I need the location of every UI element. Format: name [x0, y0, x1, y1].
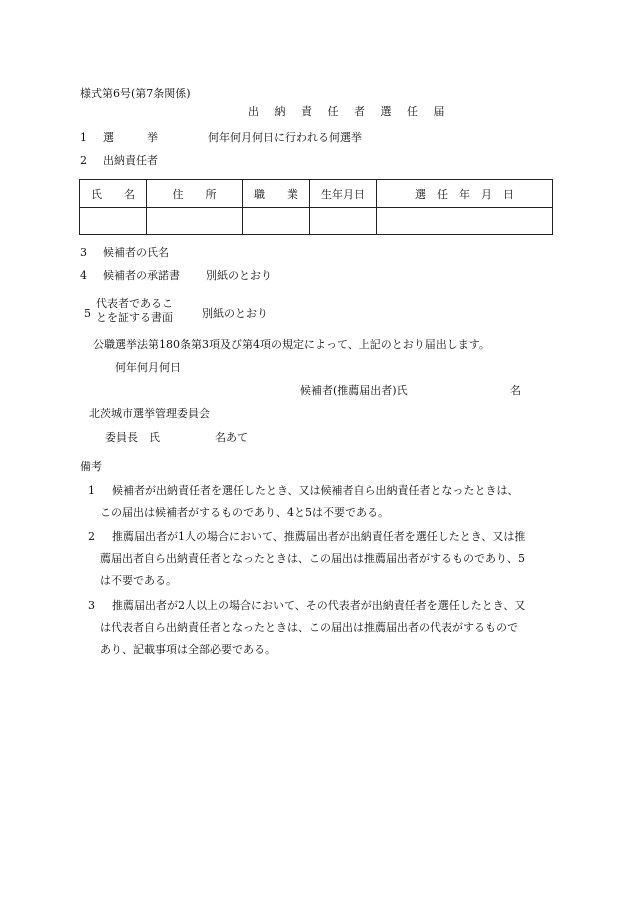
header-address: 住 所	[147, 180, 243, 208]
item-1-label: 選 挙	[103, 131, 158, 144]
submitter-label: 候補者(推薦届出者)氏	[300, 384, 408, 397]
cell-birthdate[interactable]	[310, 208, 377, 235]
remark-2-number: 2	[88, 530, 95, 543]
submitter-name-suffix: 名	[510, 384, 521, 397]
remark-3-rest: は代表者自ら出納責任者となったときは、この届出は推薦届出者の代表がするもので	[100, 621, 518, 634]
item-5-value: 別紙のとおり	[202, 307, 268, 320]
header-birthdate: 生年月日	[310, 180, 377, 208]
cell-name[interactable]	[80, 208, 147, 235]
remark-3-rest2: あり、記載事項は全部必要である。	[100, 643, 276, 656]
addressee: 委員長 氏 名あて	[105, 431, 248, 444]
header-name: 氏 名	[80, 180, 147, 208]
remark-1	[88, 480, 548, 524]
remark-3-line1: 推薦届出者が2人以上の場合において、その代表者が出納責任者を選任したとき、又	[112, 599, 526, 612]
item-1-value: 何年何月何日に行われる何選挙	[208, 131, 362, 144]
statement: 公職選挙法第180条第3項及び第4項の規定によって、上記のとおり届出します。	[93, 338, 490, 351]
remark-2-rest2: は不要である。	[100, 574, 177, 587]
addressee-organization: 北茨城市選挙管理委員会	[89, 407, 210, 420]
form-number: 様式第6号(第7条関係)	[80, 87, 191, 100]
remark-2-line1: 推薦届出者が1人の場合において、推薦届出者が出納責任者を選任したとき、又は推	[112, 530, 526, 543]
remark-3-number: 3	[88, 599, 95, 612]
item-3-number: 3	[80, 246, 87, 259]
remark-2	[88, 526, 548, 592]
item-5-label	[96, 297, 173, 325]
document-title: 出 納 責 任 者 選 任 届	[248, 105, 451, 118]
cell-address[interactable]	[147, 208, 243, 235]
item-4-label: 候補者の承諾書	[103, 269, 180, 282]
header-appointment-date: 選 任 年 月 日	[377, 180, 553, 208]
item-5-number: 5	[84, 307, 91, 320]
item-1-number: 1	[80, 131, 87, 144]
table-entry-row	[80, 208, 553, 235]
cell-appointment-date[interactable]	[377, 208, 553, 235]
remarks-title: 備考	[80, 460, 102, 473]
header-occupation: 職 業	[243, 180, 310, 208]
submission-date: 何年何月何日	[115, 361, 181, 374]
item-2-label: 出納責任者	[103, 154, 158, 167]
treasurer-table	[79, 179, 553, 235]
item-4-number: 4	[80, 269, 87, 282]
remark-3	[88, 595, 548, 661]
cell-occupation[interactable]	[243, 208, 310, 235]
item-5-label-line1: 代表者であるこ	[96, 297, 173, 310]
item-3-label: 候補者の氏名	[103, 246, 169, 259]
item-5-label-line2: とを証する書面	[96, 311, 173, 324]
remark-2-rest: 薦届出者自ら出納責任者となったときは、この届出は推薦届出者がするものであり、5	[100, 552, 525, 565]
remark-1-number: 1	[88, 484, 95, 497]
item-4-value: 別紙のとおり	[206, 269, 272, 282]
remark-1-rest: この届出は候補者がするものであり、4と5は不要である。	[100, 506, 389, 519]
remark-1-line1: 候補者が出納責任者を選任したとき、又は候補者自ら出納責任者となったときは、	[112, 484, 519, 497]
item-2-number: 2	[80, 154, 87, 167]
table-header-row	[80, 180, 553, 208]
